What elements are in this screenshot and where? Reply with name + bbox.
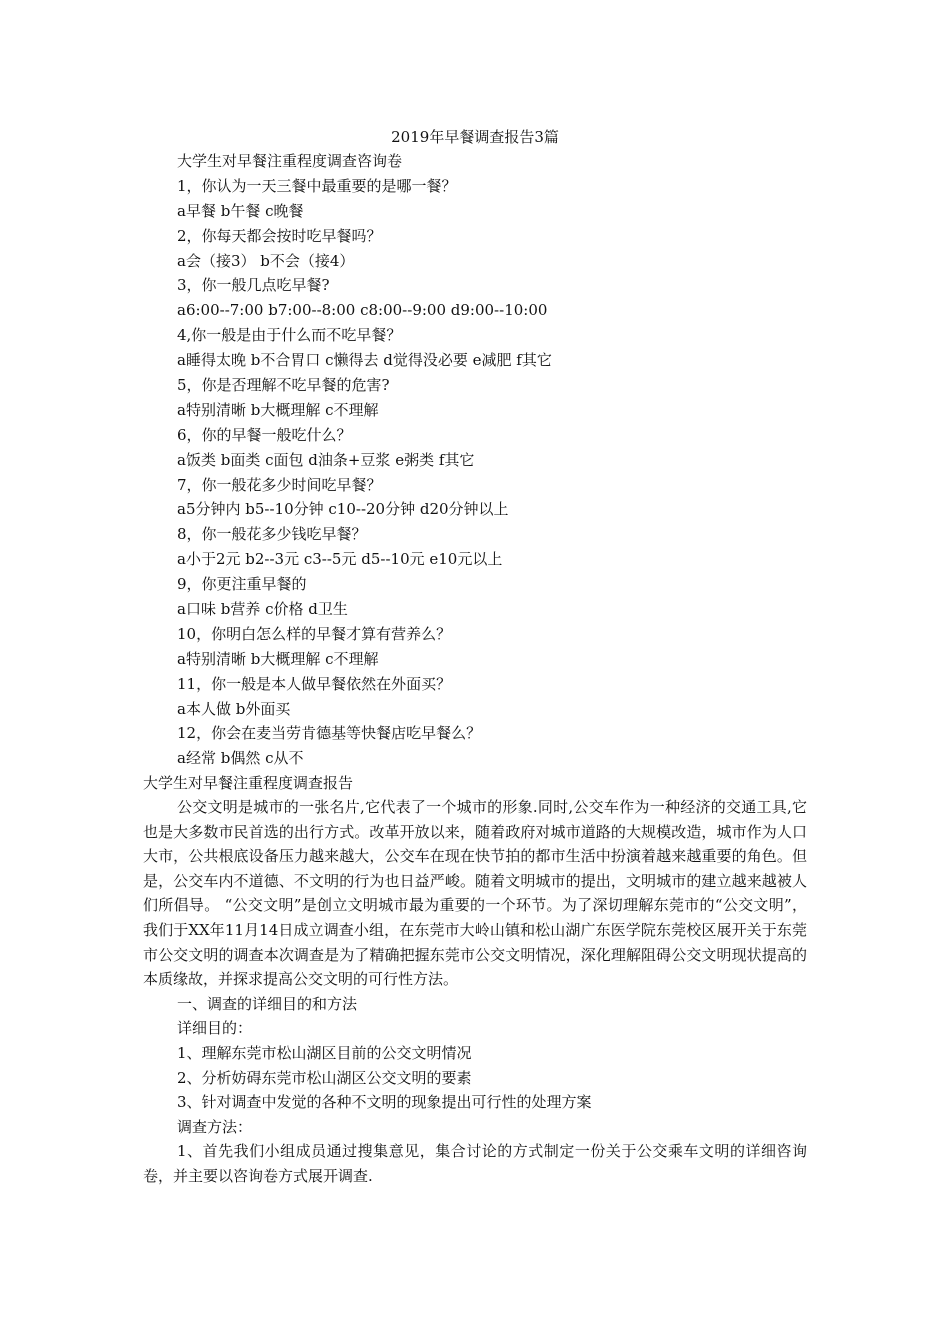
answer-options-7: a5分钟内 b5--10分钟 c10--20分钟 d20分钟以上 [177, 500, 509, 519]
purpose-item: 1、理解东莞市松山湖区目前的公交文明情况 [177, 1043, 472, 1062]
answer-options-11: a本人做 b外面买 [177, 699, 291, 718]
question-1: 1，你认为一天三餐中最重要的是哪一餐？ [177, 176, 457, 195]
question-3: 3，你一般几点吃早餐? [177, 276, 330, 295]
purpose-label: 详细目的： [177, 1019, 253, 1038]
document-title: 2019年早餐调查报告3篇 [391, 128, 559, 146]
answer-options-3: a6:00--7:00 b7:00--8:00 c8:00--9:00 d9:00--10:00 [177, 301, 548, 320]
method-label: 调查方法： [177, 1117, 253, 1136]
question-2: 2，你每天都会按时吃早餐吗？ [177, 226, 382, 245]
question-4: 4,你一般是由于什么而不吃早餐？ [177, 326, 402, 345]
answer-options-6: a饭类 b面类 c面包 d油条+豆浆 e粥类 f其它 [177, 450, 475, 469]
purpose-item: 3、针对调查中发觉的各种不文明的现象提出可行性的处理方案 [177, 1093, 592, 1112]
question-10: 10，你明白怎么样的早餐才算有营养么？ [177, 624, 452, 643]
answer-options-12: a经常 b偶然 c从不 [177, 749, 304, 768]
answer-options-9: a口味 b营养 c价格 d卫生 [177, 600, 348, 619]
question-11: 11，你一般是本人做早餐依然在外面买？ [177, 674, 452, 693]
answer-options-8: a小于2元 b2--3元 c3--5元 d5--10元 e10元以上 [177, 550, 503, 569]
question-8: 8，你一般花多少钱吃早餐？ [177, 525, 367, 544]
question-7: 7，你一般花多少时间吃早餐？ [177, 475, 382, 494]
purpose-item: 2、分析妨碍东莞市松山湖区公交文明的要素 [177, 1068, 472, 1087]
survey-title: 大学生对早餐注重程度调查咨询卷 [177, 152, 403, 170]
report-body [143, 795, 807, 1189]
section-heading: 一、调查的详细目的和方法 [177, 994, 358, 1013]
intro-paragraph: 公交文明是城市的一张名片,它代表了一个城市的形象.同时,公交车作为一种经济的交通工具,它也是大多数市民首选的出行方式。改革开放以来，随着政府对城市道路的大规模改造，城市作为人口大市，公共根底设备压力越来越大，公交车在现在快节拍的都市生活中扮演着越来越重要的角色。但是，公交车内不道德、不文明的行为也日益严峻。随着文明城市的提出，文明城市的建立越来越被人们所倡导。 “公交文明”是创立文明城市最为重要的一个环节。为了深切理解东莞市的“公交文明”，我们于XX年11月14日成立调查小组，在东莞市大岭山镇和松山湖广东医学院东莞校区展开关于东莞市公交文明的调查本次调查是为了精确把握东莞市公交文明情况，深化理解阻碍公交文明现状提高的本质缘故，并探求提高公交文明的可行性方法。 [143, 798, 807, 989]
answer-options-5: a特别清晰 b大概理解 c不理解 [177, 400, 379, 419]
question-5: 5，你是否理解不吃早餐的危害? [177, 376, 390, 395]
question-9: 9，你更注重早餐的 [177, 575, 307, 594]
survey-questionnaire [177, 149, 817, 771]
answer-options-10: a特别清晰 b大概理解 c不理解 [177, 649, 379, 668]
answer-options-4: a睡得太晚 b不合胃口 c懒得去 d觉得没必要 e减肥 f其它 [177, 351, 552, 370]
question-12: 12，你会在麦当劳肯德基等快餐店吃早餐么？ [177, 724, 482, 743]
method-paragraph: 1、首先我们小组成员通过搜集意见，集合讨论的方式制定一份关于公交乘车文明的详细咨询卷，并主要以咨询卷方式展开调查. [143, 1142, 807, 1185]
answer-options-2: a会（接3） b不会（接4） [177, 251, 355, 270]
report-title: 大学生对早餐注重程度调查报告 [143, 774, 354, 792]
answer-options-1: a早餐 b午餐 c晚餐 [177, 201, 304, 220]
question-6: 6，你的早餐一般吃什么？ [177, 425, 352, 444]
